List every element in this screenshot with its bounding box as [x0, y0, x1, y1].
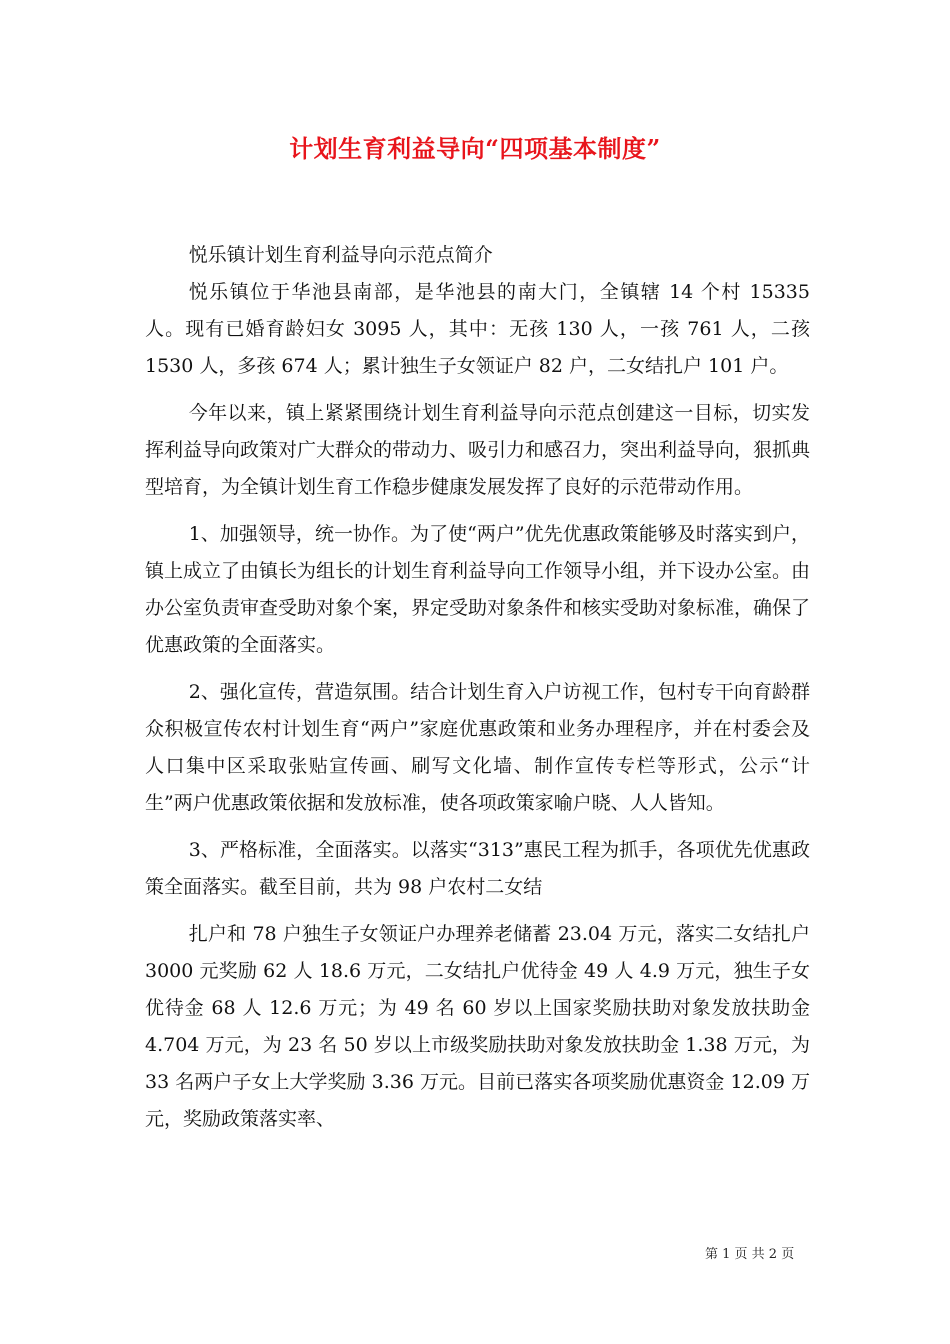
paragraph-item-2: 2、强化宣传，营造氛围。结合计划生育入户访视工作，包村专干向育龄群众积极宣传农村计划生育“两户”家庭优惠政策和业务办理程序，并在村委会及人口集中区采取张贴宣传画、刷写文化墙、制作宣传专栏等形式，公示“计生”两户优惠政策依据和发放标准，使各项政策家喻户晓、人人皆知。	[145, 681, 810, 814]
paragraph-item-1: 1、加强领导，统一协作。为了使“两户”优先优惠政策能够及时落实到户，镇上成立了由镇长为组长的计划生育利益导向工作领导小组，并下设办公室。由办公室负责审查受助对象个案，界定受助对象条件和核实受助对象标准，确保了优惠政策的全面落实。	[145, 523, 811, 656]
document-title: 计划生育利益导向“四项基本制度”	[289, 134, 661, 163]
paragraph-intro: 悦乐镇位于华池县南部，是华池县的南大门，全镇辖 14 个村 15335 人。现有已婚育龄妇女 3095 人，其中：无孩 130 人，一孩 761 人，二孩 1530 人，多孩 674 人；累计独生子女领证户 82 户，二女结扎户 101 户。	[145, 281, 810, 377]
document-body	[145, 237, 810, 1138]
paragraph-overview: 今年以来，镇上紧紧围绕计划生育利益导向示范点创建这一目标，切实发挥利益导向政策对广大群众的带动力、吸引力和感召力，突出利益导向，狠抓典型培育，为全镇计划生育工作稳步健康发展发挥了良好的示范带动作用。	[145, 402, 811, 498]
paragraph-item-3: 3、严格标准，全面落实。以落实“313”惠民工程为抓手，各项优先优惠政策全面落实。截至目前，共为 98 户农村二女结	[145, 839, 810, 898]
section-heading: 悦乐镇计划生育利益导向示范点简介	[188, 244, 493, 266]
paragraph-item-3-continued: 扎户和 78 户独生子女领证户办理养老储蓄 23.04 万元，落实二女结扎户 3000 元奖励 62 人 18.6 万元，二女结扎户优待金 49 人 4.9 万元，独生子女优待金 68 人 12.6 万元；为 49 名 60 岁以上国家奖励扶助对象发放扶助金 4.704 万元，为 23 名 50 岁以上市级奖励扶助对象发放扶助金 1.38 万元，为 33 名两户子女上大学奖励 3.36 万元。目前已落实各项奖励优惠资金 12.09 万元，奖励政策落实率、	[145, 923, 810, 1130]
page-number: 第 1 页 共 2 页	[705, 1247, 795, 1262]
